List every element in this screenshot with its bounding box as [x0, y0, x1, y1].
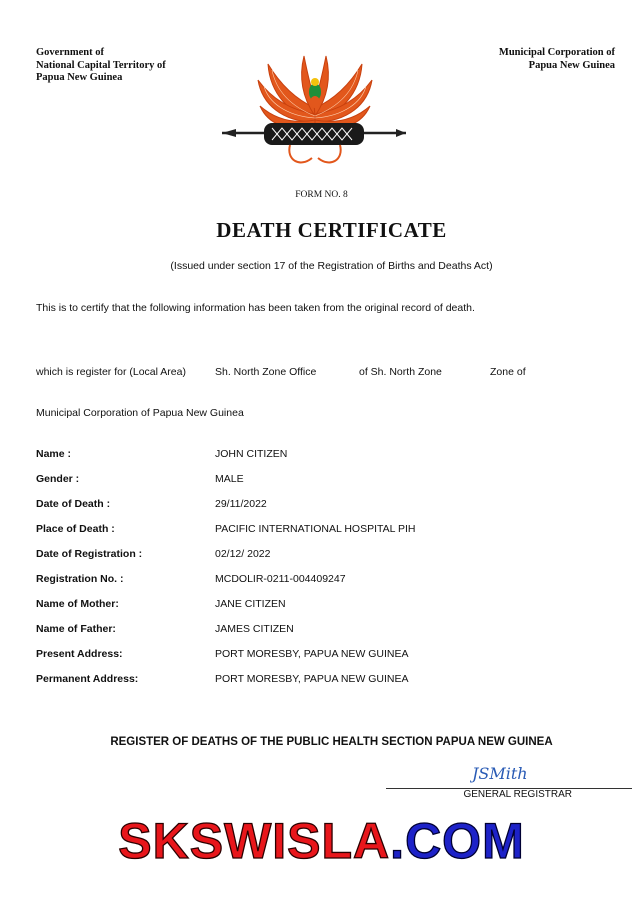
- registrar-signature: [470, 762, 550, 784]
- header-right-line-1: Municipal Corporation of: [498, 47, 615, 58]
- field-label-place-of-death: Place of Death :: [36, 523, 115, 535]
- field-label-date-of-registration: Date of Registration :: [36, 548, 143, 560]
- field-value-permanent-address: PORT MORESBY, PAPUA NEW GUINEA: [215, 673, 409, 685]
- field-value-name-of-mother: JANE CITIZEN: [215, 598, 286, 610]
- field-value-name-of-father: JAMES CITIZEN: [215, 623, 294, 635]
- form-number: FORM NO. 8: [295, 190, 348, 200]
- header-left-line-1: Government of: [36, 47, 104, 58]
- header-left-line-2: National Capital Territory of: [36, 59, 166, 71]
- page-subtitle: (Issued under section 17 of the Registration of Births and Deaths Act): [170, 260, 493, 272]
- header-right: [499, 47, 615, 72]
- watermark-part-1: SKSWISLA: [118, 813, 391, 869]
- field-value-date-of-death: 29/11/2022: [215, 498, 267, 510]
- field-label-name-of-father: Name of Father:: [36, 623, 116, 635]
- signatory-title: GENERAL REGISTRAR: [463, 789, 572, 800]
- field-label-gender: Gender :: [36, 473, 80, 485]
- field-label-name: Name :: [36, 448, 72, 460]
- field-value-date-of-registration: 02/12/ 2022: [215, 548, 271, 560]
- register-of-deaths-heading: REGISTER OF DEATHS OF THE PUBLIC HEALTH SECTION PAPUA NEW GUINEA: [110, 736, 553, 748]
- field-value-place-of-death: PACIFIC INTERNATIONAL HOSPITAL PIH: [215, 523, 416, 535]
- field-value-name: JOHN CITIZEN: [215, 448, 288, 460]
- field-label-name-of-mother: Name of Mother:: [36, 598, 119, 610]
- header-left-line-3: Papua New Guinea: [36, 72, 123, 83]
- field-value-registration-no: MCDOLIR-0211-004409247: [215, 573, 346, 585]
- field-label-registration-no: Registration No. :: [36, 573, 124, 585]
- register-zone-of: Zone of: [490, 366, 526, 378]
- page-title: DEATH CERTIFICATE: [216, 218, 447, 242]
- watermark-part-2: .COM: [390, 813, 525, 869]
- field-label-date-of-death: Date of Death :: [36, 498, 111, 510]
- watermark: [0, 812, 643, 870]
- register-office: Sh. North Zone Office: [215, 366, 317, 378]
- field-label-present-address: Present Address:: [36, 648, 123, 660]
- register-zone: of Sh. North Zone: [359, 366, 442, 378]
- register-local-area-label: which is register for (Local Area): [36, 366, 186, 378]
- field-value-gender: MALE: [215, 473, 244, 485]
- municipal-line: Municipal Corporation of Papua New Guinea: [36, 407, 244, 419]
- field-label-permanent-address: Permanent Address:: [36, 673, 139, 685]
- certify-text: This is to certify that the following information has been taken from the original record of death.: [36, 302, 475, 314]
- bird-of-paradise-emblem-icon: [220, 44, 410, 170]
- header-left: [36, 47, 166, 85]
- header-right-line-2: Papua New Guinea: [528, 59, 615, 71]
- field-value-present-address: PORT MORESBY, PAPUA NEW GUINEA: [215, 648, 409, 660]
- signature-text: JSMith: [472, 764, 528, 783]
